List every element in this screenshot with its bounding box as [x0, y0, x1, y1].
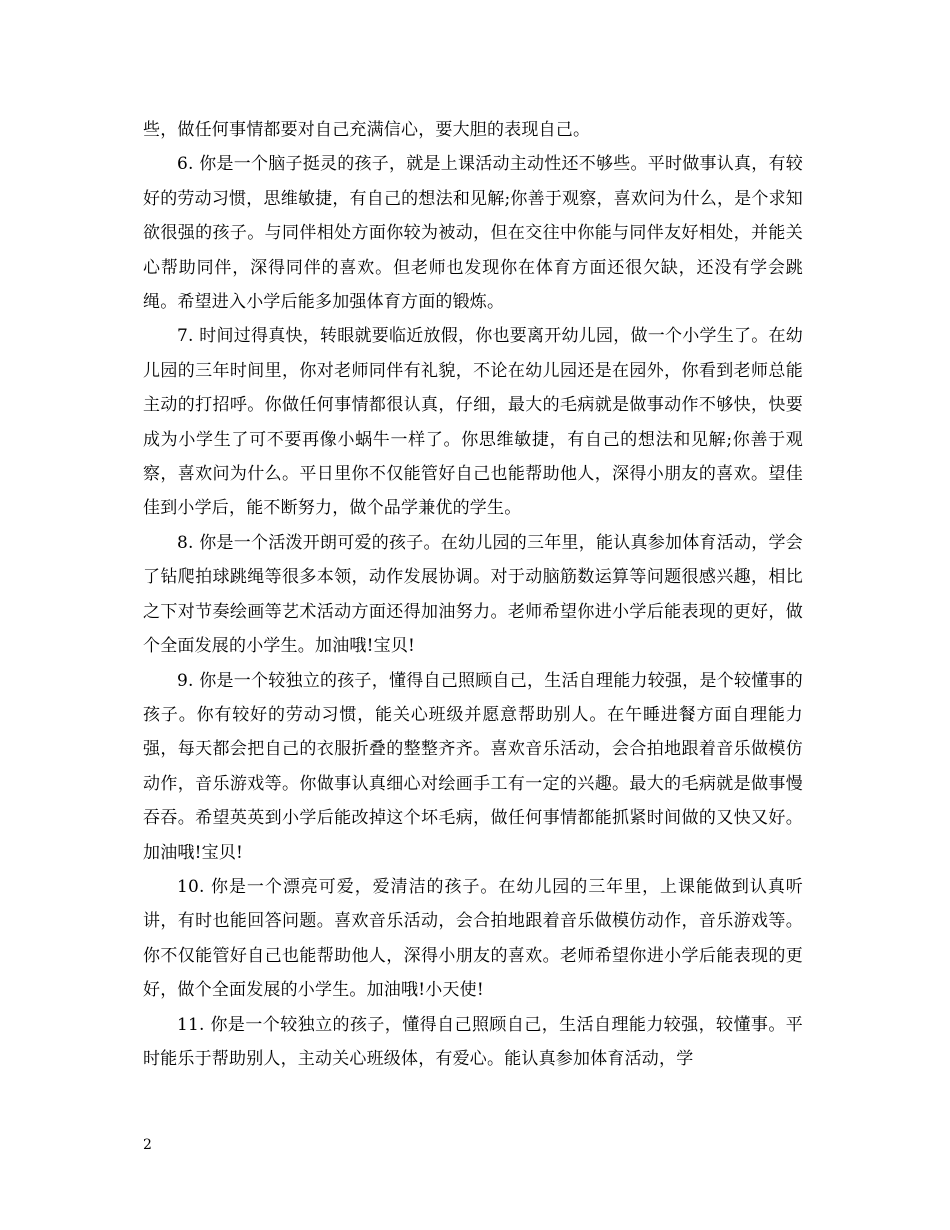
document-body — [143, 113, 803, 1076]
paragraph-continuation: 些，做任何事情都要对自己充满信心，要大胆的表现自己。 — [143, 120, 591, 140]
paragraph-item-9: 9. 你是一个较独立的孩子，懂得自己照顾自己，生活自理能力较强，是个较懂事的孩子。你有较好的劳动习惯，能关心班级并愿意帮助别人。在午睡进餐方面自理能力强，每天都会把自己的衣服折叠的整整齐齐。喜欢音乐活动，会合拍地跟着音乐做模仿动作，音乐游戏等。你做事认真细心对绘画手工有一定的兴趣。最大的毛病就是做事慢吞吞。希望英英到小学后能改掉这个坏毛病，做任何事情都能抓紧时间做的又快又好。加油哦!宝贝! — [143, 670, 803, 863]
paragraph-item-6: 6. 你是一个脑子挺灵的孩子，就是上课活动主动性还不够些。平时做事认真，有较好的劳动习惯，思维敏捷，有自己的想法和见解;你善于观察，喜欢问为什么，是个求知欲很强的孩子。与同伴相处方面你较为被动，但在交往中你能与同伴友好相处，并能关心帮助同伴，深得同伴的喜欢。但老师也发现你在体育方面还很欠缺，还没有学会跳绳。希望进入小学后能多加强体育方面的锻炼。 — [143, 154, 803, 313]
paragraph-item-8: 8. 你是一个活泼开朗可爱的孩子。在幼儿园的三年里，能认真参加体育活动，学会了钻爬拍球跳绳等很多本领，动作发展协调。对于动脑筋数运算等问题很感兴趣，相比之下对节奏绘画等艺术活动方面还得加油努力。老师希望你进小学后能表现的更好，做个全面发展的小学生。加油哦!宝贝! — [143, 532, 803, 657]
page-number: 2 — [143, 1137, 152, 1153]
paragraph-item-7: 7. 时间过得真快，转眼就要临近放假，你也要离开幼儿园，做一个小学生了。在幼儿园的三年时间里，你对老师同伴有礼貌，不论在幼儿园还是在园外，你看到老师总能主动的打招呼。你做任何事情都很认真，仔细，最大的毛病就是做事动作不够快，快要成为小学生了可不要再像小蜗牛一样了。你思维敏捷，有自己的想法和见解;你善于观察，喜欢问为什么。平日里你不仅能管好自己也能帮助他人，深得小朋友的喜欢。望佳佳到小学后，能不断努力，做个品学兼优的学生。 — [143, 326, 803, 519]
paragraph-item-10: 10. 你是一个漂亮可爱，爱清洁的孩子。在幼儿园的三年里，上课能做到认真听讲，有时也能回答问题。喜欢音乐活动，会合拍地跟着音乐做模仿动作，音乐游戏等。你不仅能管好自己也能帮助他人，深得小朋友的喜欢。老师希望你进小学后能表现的更好，做个全面发展的小学生。加油哦!小天使! — [143, 876, 803, 1001]
paragraph-item-11: 11. 你是一个较独立的孩子，懂得自己照顾自己，生活自理能力较强，较懂事。平时能乐于帮助别人，主动关心班级体，有爱心。能认真参加体育活动，学 — [143, 1014, 803, 1069]
